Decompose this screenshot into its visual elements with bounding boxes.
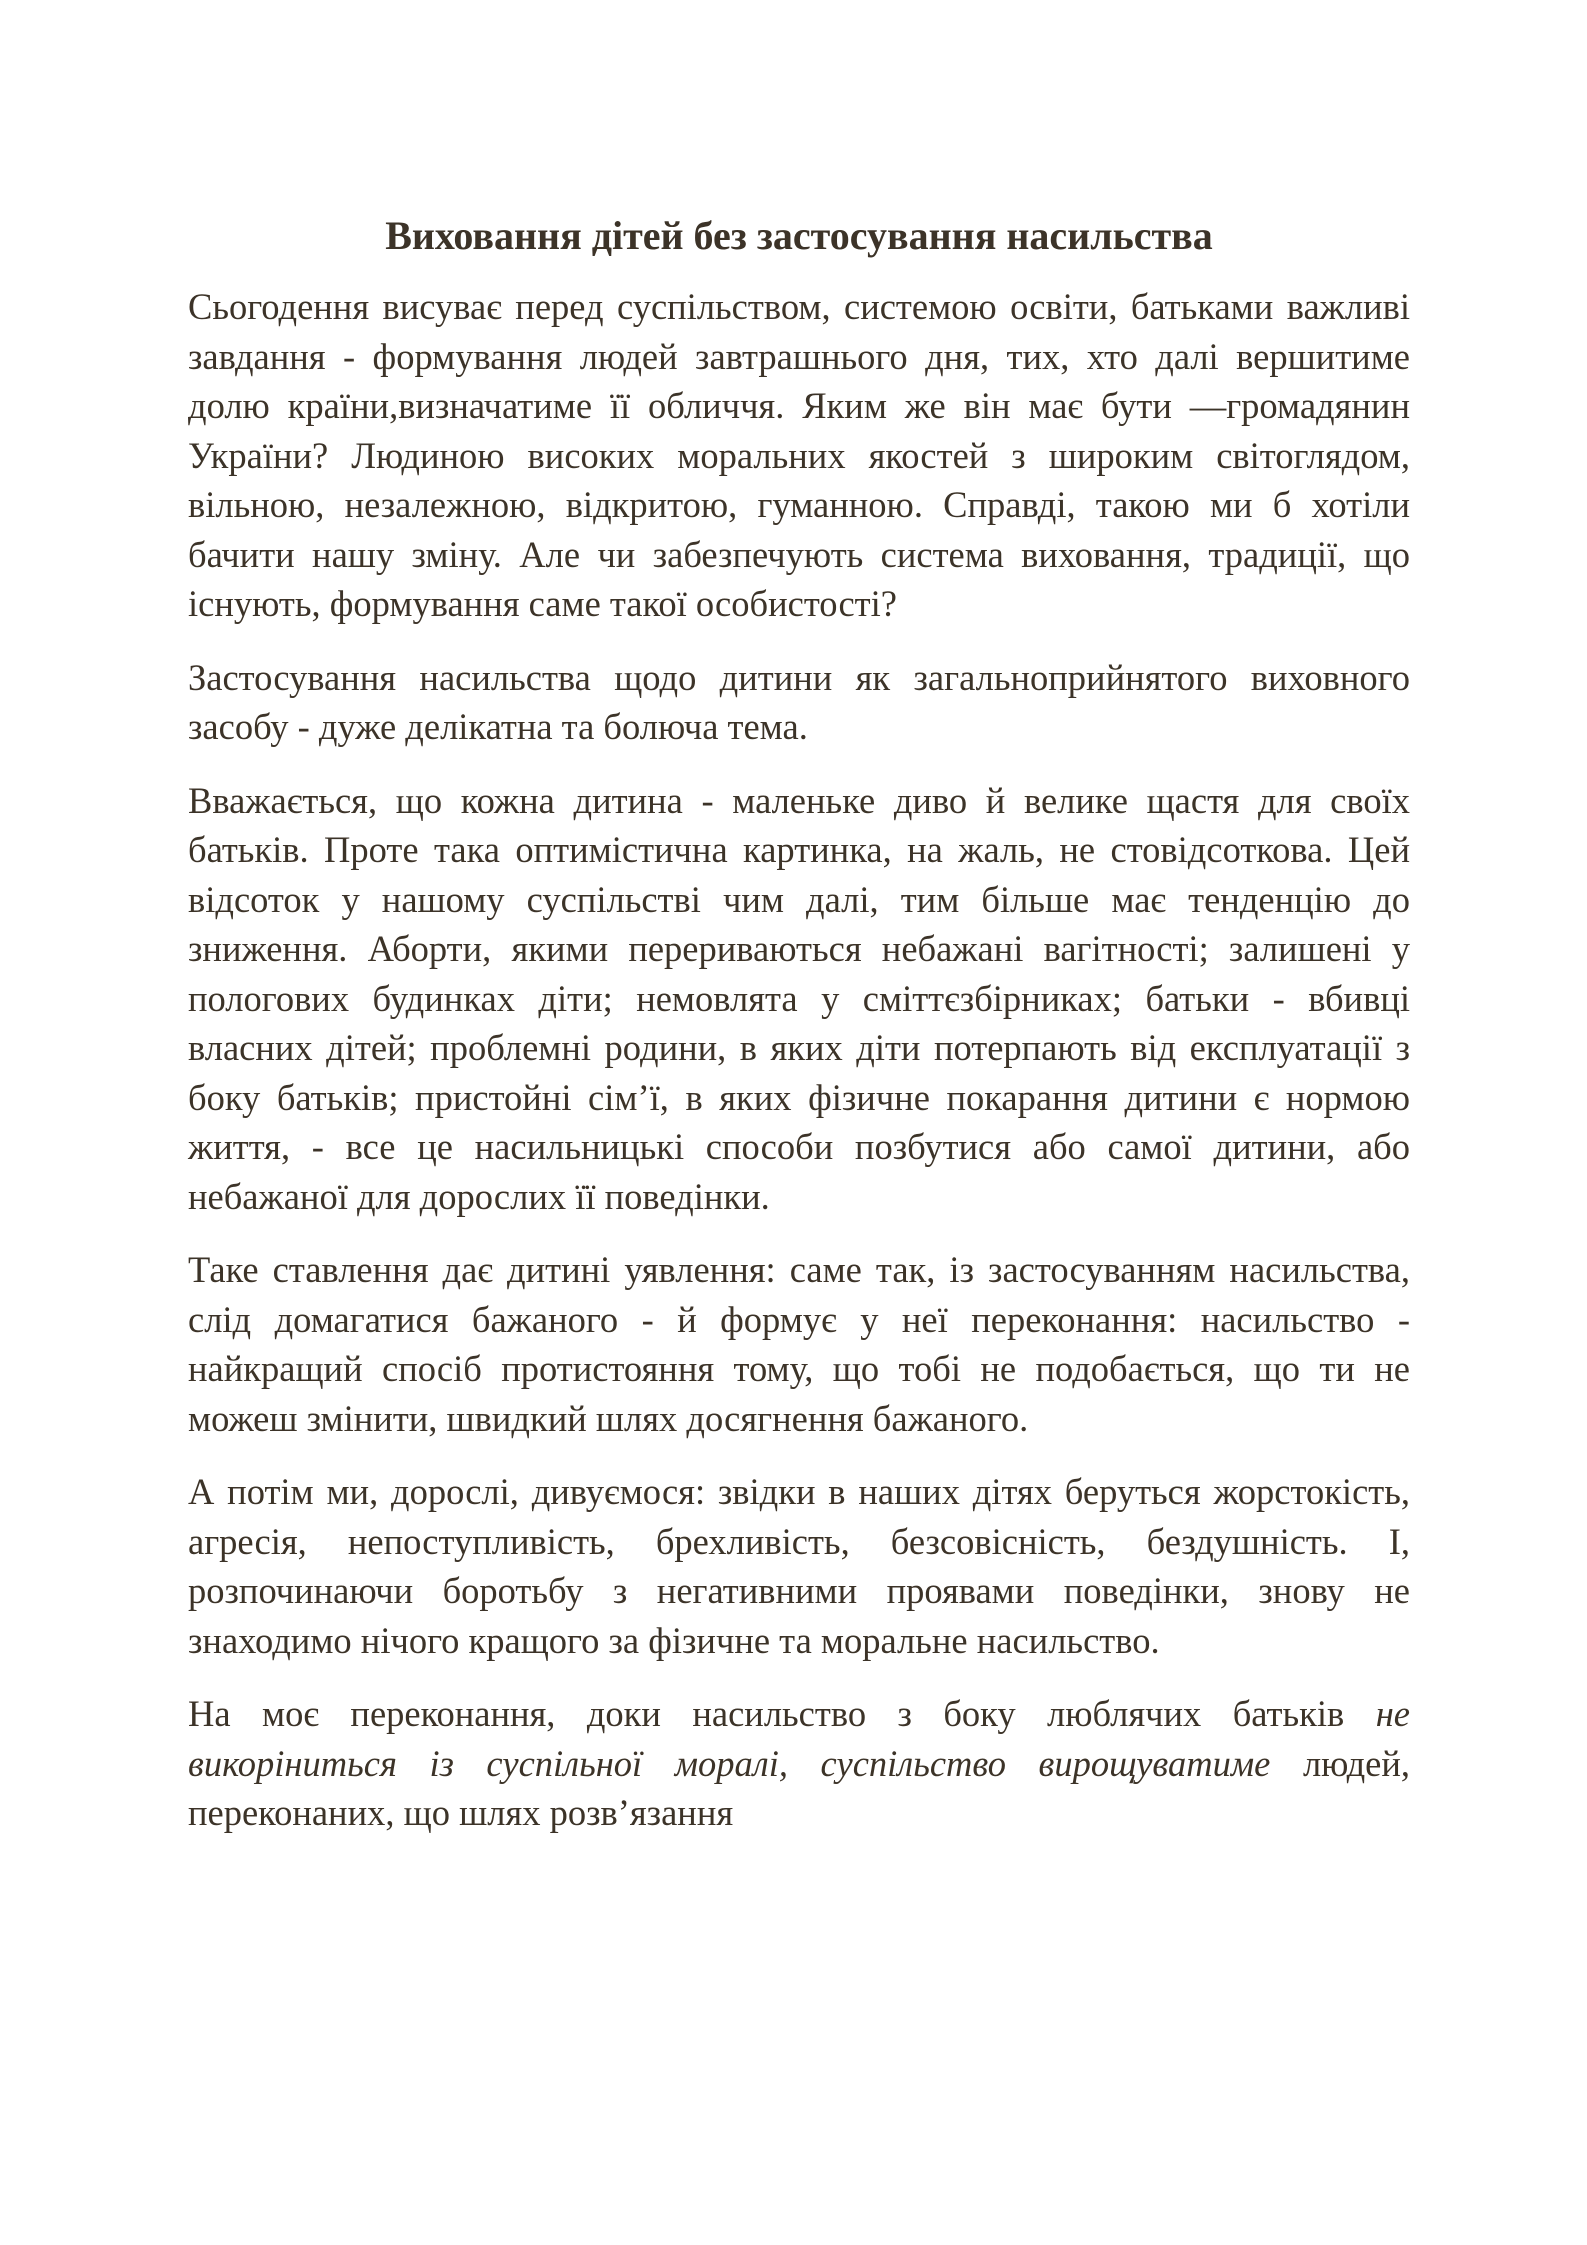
- paragraph-italic-text: не викоріниться із суспільної моралі, суспільство вирощуватиме: [188, 1693, 1410, 1784]
- paragraph-last: [188, 1689, 1410, 1838]
- paragraph: Вважається, що кожна дитина - маленьке диво й велике щастя для своїх батьків. Проте така оптимістична картинка, на жаль, не стовідсоткова. Цей відсоток у нашому суспільстві чим далі, тим більше має тенденцію до зниження. Аборти, якими перериваються небажані вагітності; залишені у пологових будинках діти; немовлята у сміттєзбірниках; батьки - вбивці власних дітей; проблемні родини, в яких діти потерпають від експлуатації з боку батьків; пристойні сім’ї, в яких фізичне покарання дитини є нормою життя, - все це насильницькі способи позбутися або самої дитини, або небажаної для дорослих її поведінки.: [188, 779, 1410, 1217]
- document-title: Виховання дітей без застосування насильства: [385, 213, 1213, 258]
- paragraph: А потім ми, дорослі, дивуємося: звідки в наших дітях беруться жорстокість, агресія, непоступливість, брехливість, безсовісність, бездушність. І, розпочинаючи боротьбу з негативними проявами поведінки, знову не знаходимо нічого кращого за фізичне та моральне насильство.: [188, 1471, 1410, 1661]
- paragraph-text: На моє переконання, доки насильство з боку люблячих батьків: [188, 1693, 1376, 1734]
- document-body: [188, 210, 1410, 1862]
- paragraph: Сьогодення висуває перед суспільством, системою освіти, батьками важливі завдання - формування людей завтрашнього дня, тих, хто далі вершитиме долю країни,визначатиме її обличчя. Яким же він має бути —громадянин України? Людиною високих моральних якостей з широким світоглядом, вільною, незалежною, відкритою, гуманною. Справді, такою ми б хотіли бачити нашу зміну. Але чи забезпечують система виховання, традиції, що існують, формування саме такої особистості?: [188, 286, 1410, 624]
- paragraph-text: людей, переконаних, що шлях розв’язання: [188, 1742, 1410, 1833]
- paragraph: Застосування насильства щодо дитини як загальноприйнятого виховного засобу - дуже делікатна та болюча тема.: [188, 656, 1410, 747]
- paragraph: Таке ставлення дає дитині уявлення: саме так, із застосуванням насильства, слід домагатися бажаного - й формує у неї переконання: насильство - найкращий спосіб протистояння тому, що тобі не подобається, що ти не можеш змінити, швидкий шлях досягнення бажаного.: [188, 1249, 1410, 1439]
